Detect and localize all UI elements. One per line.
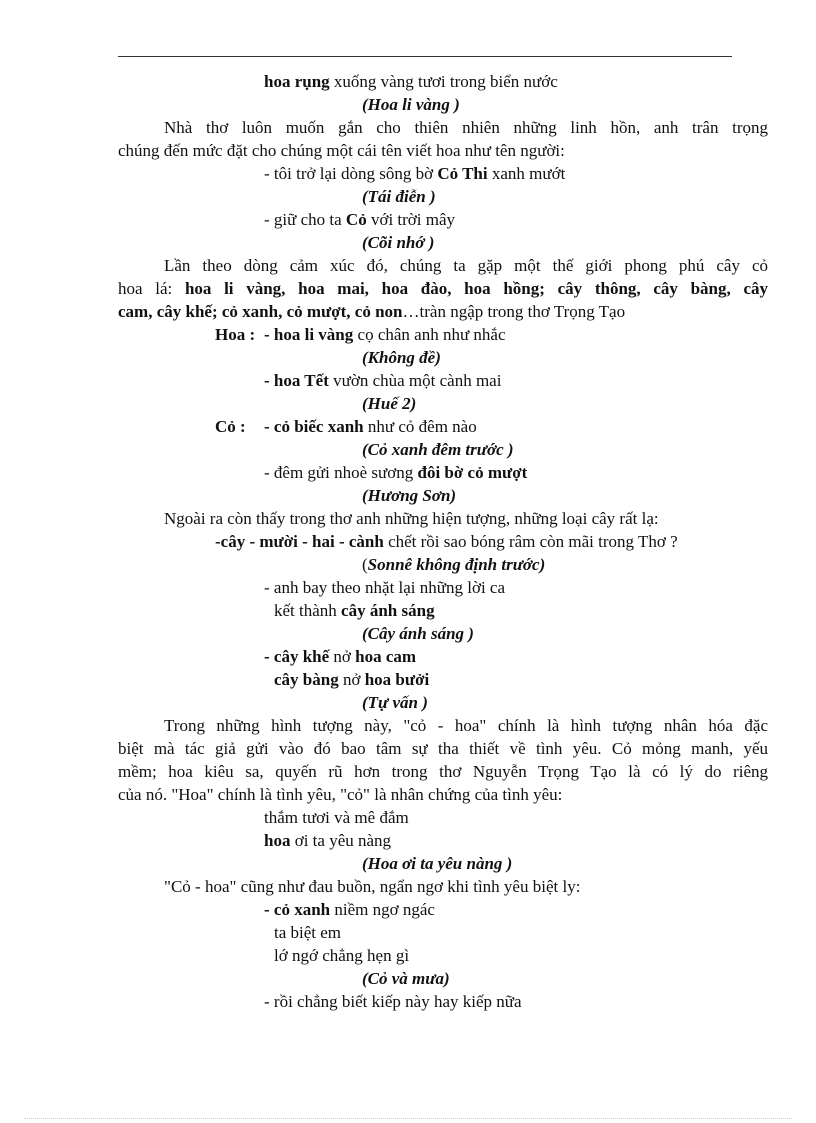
verse-line: Cỏ : - cỏ biếc xanh như cỏ đêm nào xyxy=(215,417,477,436)
source-citation: (Cỏ và mưa) xyxy=(362,969,450,988)
header-rule xyxy=(118,56,732,57)
verse-line: - hoa Tết vườn chùa một cành mai xyxy=(264,371,502,390)
footer-rule xyxy=(24,1118,792,1119)
paragraph-line: mềm; hoa kiêu sa, quyến rũ hơn trong thơ Nguyễn Trọng Tạo là có lý do riêng xyxy=(118,762,768,781)
verse-line: - cỏ xanh niềm ngơ ngác xyxy=(264,900,435,919)
document-page xyxy=(118,70,768,1013)
hoa-label: Hoa : xyxy=(215,325,256,344)
verse-line: ta biệt em xyxy=(274,923,342,942)
paragraph-line: hoa lá: hoa li vàng, hoa mai, hoa đào, hoa hồng; cây thông, cây bàng, cây xyxy=(118,279,768,298)
source-citation: (Cõi nhớ ) xyxy=(362,233,435,252)
verse-line: lớ ngớ chẳng hẹn gì xyxy=(274,946,410,965)
co-label: Cỏ : xyxy=(215,417,246,436)
verse-line: kết thành cây ánh sáng xyxy=(274,601,435,620)
source-citation: (Hoa ơi ta yêu nàng ) xyxy=(362,854,513,873)
verse-line: - cây khế nở hoa cam xyxy=(264,647,417,666)
verse-line: thắm tươi và mê đắm xyxy=(264,808,409,827)
verse-line: hoa ơi ta yêu nàng xyxy=(264,831,392,850)
paragraph-line: biệt mà tác giả gửi vào đó bao tâm sự tha thiết về tình yêu. Cỏ mỏng manh, yếu xyxy=(118,739,768,758)
source-citation: (Hương Sơn) xyxy=(362,486,457,505)
verse-line: - đêm gửi nhoè sương đôi bờ cỏ mượt xyxy=(264,463,528,482)
verse-line: - tôi trở lại dòng sông bờ Cỏ Thi xanh mướt xyxy=(264,164,566,183)
verse-line: hoa rụng xuống vàng tươi trong biển nước xyxy=(264,72,558,91)
source-citation: (Không đề) xyxy=(362,348,441,367)
source-citation: (Hoa li vàng ) xyxy=(362,95,460,114)
verse-line: -cây - mười - hai - cành chết rồi sao bóng râm còn mãi trong Thơ ? xyxy=(215,532,678,551)
source-citation: (Cây ánh sáng ) xyxy=(362,624,474,643)
paragraph-line: "Cỏ - hoa" cũng như đau buồn, ngẩn ngơ khi tình yêu biệt ly: xyxy=(164,877,581,896)
paragraph-line: chúng đến mức đặt cho chúng một cái tên viết hoa như tên người: xyxy=(118,141,565,160)
verse-line: - rồi chẳng biết kiếp này hay kiếp nữa xyxy=(264,992,522,1011)
verse-line: Hoa : - hoa li vàng cọ chân anh như nhắc xyxy=(215,325,506,344)
verse-line: - giữ cho ta Cỏ với trời mây xyxy=(264,210,456,229)
paragraph-line: Nhà thơ luôn muốn gắn cho thiên nhiên những linh hồn, anh trân trọng xyxy=(164,118,768,137)
source-citation: (Sonnê không định trước) xyxy=(362,555,546,574)
verse-line: - anh bay theo nhặt lại những lời ca xyxy=(264,578,506,597)
paragraph-line: của nó. "Hoa" chính là tình yêu, "cỏ" là nhân chứng của tình yêu: xyxy=(118,785,563,804)
paragraph-line: Lần theo dòng cảm xúc đó, chúng ta gặp một thế giới phong phú cây cỏ xyxy=(164,256,768,275)
source-citation: (Huế 2) xyxy=(362,394,417,413)
source-citation: (Tái điễn ) xyxy=(362,187,436,206)
source-citation: (Cỏ xanh đêm trước ) xyxy=(362,440,514,459)
verse-line: cây bàng nở hoa bưởi xyxy=(274,670,430,689)
paragraph-line: Trong những hình tượng này, "cỏ - hoa" chính là hình tượng nhân hóa đặc xyxy=(164,716,768,735)
paragraph-line: cam, cây khế; cỏ xanh, cỏ mượt, cỏ non…tràn ngập trong thơ Trọng Tạo xyxy=(118,302,626,321)
source-citation: (Tự vấn ) xyxy=(362,693,428,712)
paragraph-line: Ngoài ra còn thấy trong thơ anh những hiện tượng, những loại cây rất lạ: xyxy=(164,509,659,528)
